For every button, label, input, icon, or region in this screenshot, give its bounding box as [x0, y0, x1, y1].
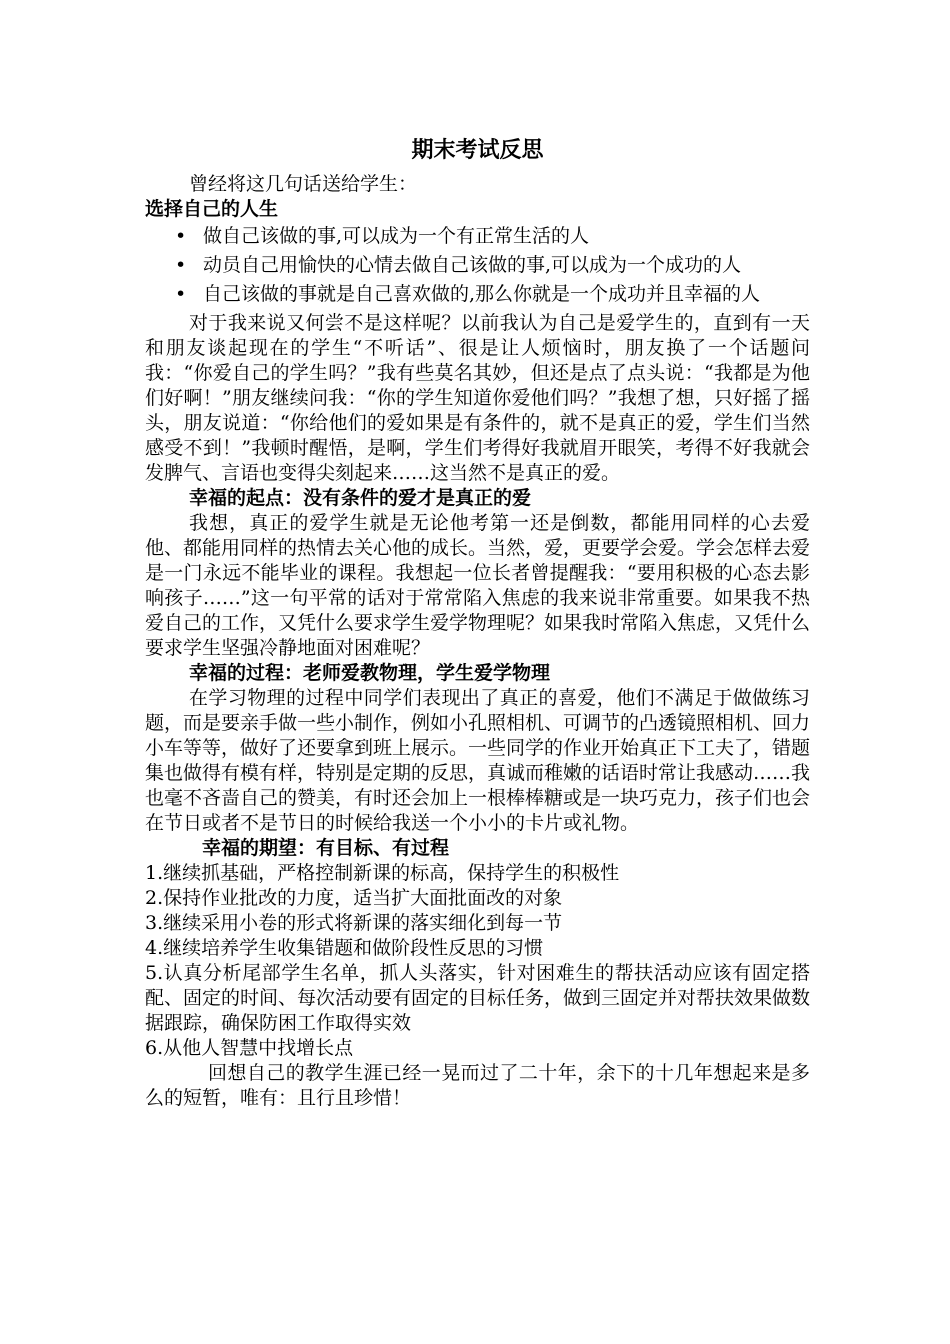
- bullet-icon: •: [175, 254, 187, 276]
- list-item: 4.继续培养学生收集错题和做阶段性反思的习惯: [145, 937, 544, 959]
- closing-paragraph: 回想自己的教学生涯已经一晃而过了二十年，余下的十几年想起来是多么的短暂，唯有：且行且珍惜！: [145, 1062, 810, 1109]
- list-item: 2.保持作业批改的力度，适当扩大面批面改的对象: [145, 887, 563, 909]
- list-item: 1.继续抓基础，严格控制新课的标高，保持学生的积极性: [145, 862, 620, 884]
- bullet-item: [145, 224, 810, 249]
- section-heading-process: 幸福的过程：老师爱教物理，学生爱学物理: [189, 662, 551, 684]
- document-title: 期末考试反思: [411, 137, 544, 163]
- bullet-item: [145, 282, 810, 307]
- bullet-text: 做自己该做的事,可以成为一个有正常生活的人: [203, 225, 590, 247]
- paragraph-love-students: 对于我来说又何尝不是这样呢？以前我认为自己是爱学生的，直到有一天和朋友谈起现在的学生“不听话”、很是让人烦恼时，朋友换了一个话题问我：“你爱自己的学生吗？”我有些莫名其妙，但还是点了点头说：“我都是为他们好啊！”朋友继续问我：“你的学生知道你爱他们吗？”我想了想，只好摇了摇头，朋友说道：“你给他们的爱如果是有条件的，就不是真正的爱，学生们当然感受不到！”我顿时醒悟，是啊，学生们考得好我就眉开眼笑，考得不好我就会发脾气、言语也变得尖刻起来……这当然不是真正的爱。: [145, 312, 810, 484]
- paragraph-physics-learning: 在学习物理的过程中同学们表现出了真正的喜爱，他们不满足于做做练习题，而是要亲手做一些小制作，例如小孔照相机、可调节的凸透镜照相机、回力小车等等，做好了还要拿到班上展示。一些同学的作业开始真正下工夫了，错题集也做得有模有样，特别是定期的反思，真诚而稚嫩的话语时常让我感动……我也毫不吝啬自己的赞美，有时还会加上一根棒棒糖或是一块巧克力，孩子们也会在节日或者不是节日的时候给我送一个小小的卡片或礼物。: [145, 687, 811, 834]
- section-heading-expectation: 幸福的期望：有目标、有过程: [202, 837, 450, 859]
- bullet-icon: •: [175, 225, 187, 247]
- intro-text: 曾经将这几句话送给学生：: [189, 173, 418, 195]
- bullet-list: [145, 224, 810, 307]
- bullet-item: [145, 253, 810, 278]
- bullet-icon: •: [175, 283, 187, 305]
- list-item: 5.认真分析尾部学生名单，抓人头落实，针对困难生的帮扶活动应该有固定搭配、固定的时间、每次活动要有固定的目标任务，做到三固定并对帮扶效果做数据跟踪，确保防困工作取得实效: [145, 962, 811, 1034]
- section-heading-choose-life: 选择自己的人生: [145, 198, 279, 220]
- bullet-text: 动员自己用愉快的心情去做自己该做的事,可以成为一个成功的人: [203, 254, 742, 276]
- list-item: 6.从他人智慧中找增长点: [145, 1037, 354, 1059]
- bullet-text: 自己该做的事就是自己喜欢做的,那么你就是一个成功并且幸福的人: [203, 283, 761, 305]
- paragraph-true-love: 我想，真正的爱学生就是无论他考第一还是倒数，都能用同样的心去爱他、都能用同样的热情去关心他的成长。当然，爱，更要学会爱。学会怎样去爱是一门永远不能毕业的课程。我想起一位长者曾提醒我：“要用积极的心态去影响孩子……”这一句平常的话对于常常陷入焦虑的我来说非常重要。如果我不热爱自己的工作，又凭什么要求学生爱学物理呢？如果我时常陷入焦虑，又凭什么要求学生坚强冷静地面对困难呢？: [145, 512, 811, 659]
- section-heading-starting-point: 幸福的起点：没有条件的爱才是真正的爱: [189, 487, 532, 509]
- list-item: 3.继续采用小卷的形式将新课的落实细化到每一节: [145, 912, 563, 934]
